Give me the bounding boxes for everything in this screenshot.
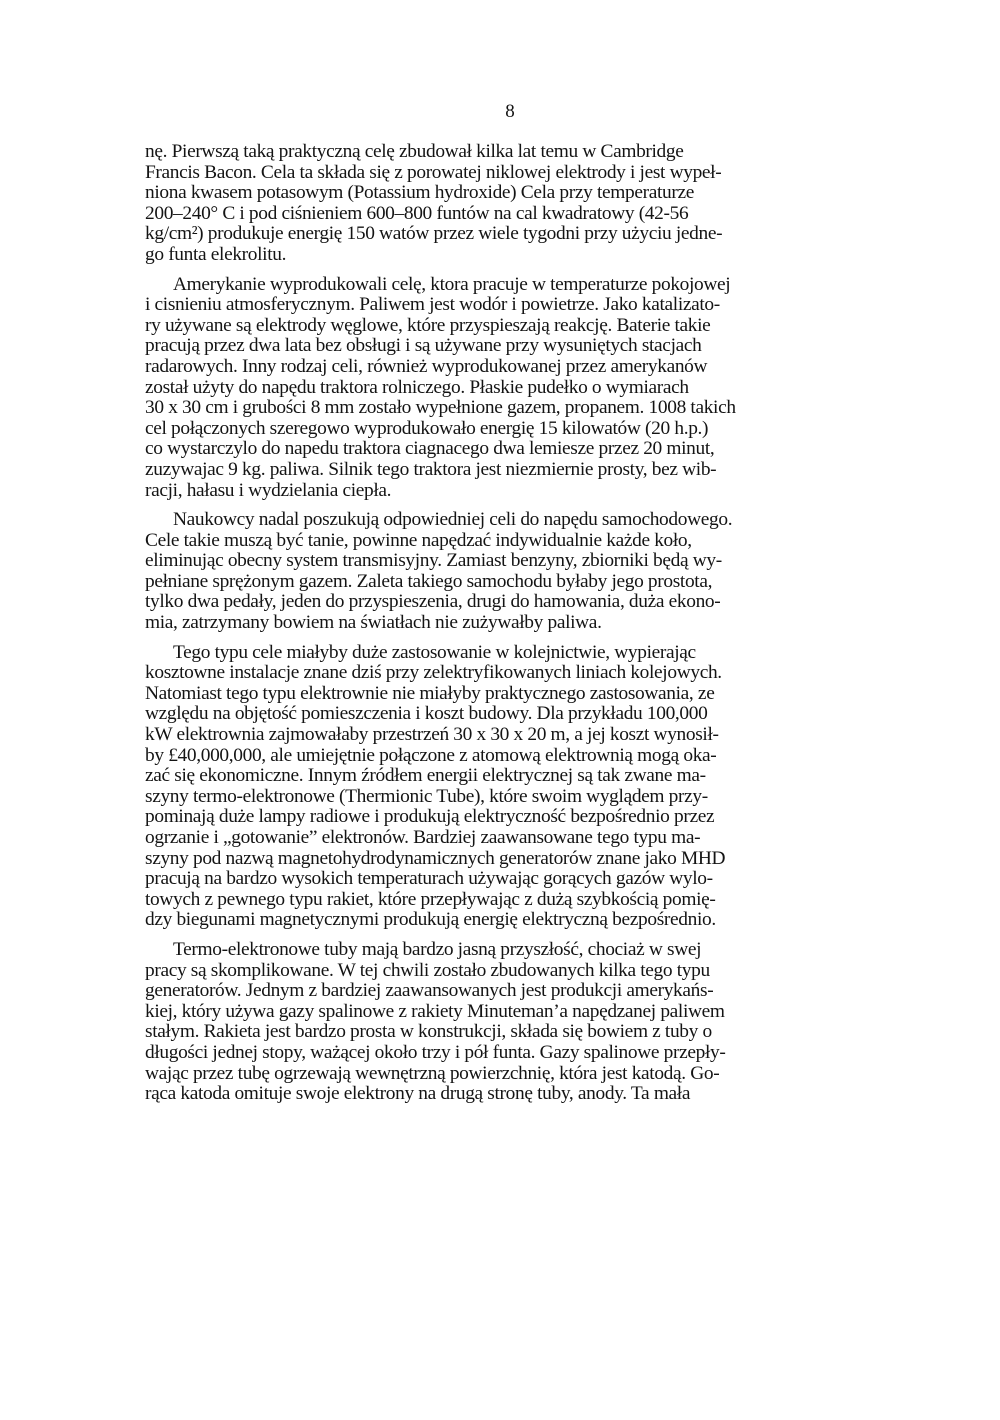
text-line: pominają duże lampy radiowe i produkują elektryczność bezpośrednio przez [145,806,715,828]
text-line: Francis Bacon. Cela ta składa się z porowatej niklowej elektrody i jest wypeł- [145,161,722,183]
text-line: szyny pod nazwą magnetohydrodynamicznych generatorów znane jako MHD [145,847,726,869]
text-line: dzy biegunami magnetycznymi produkują energię elektryczną bezpośrednio. [145,909,716,931]
text-line: eliminując obecny system transmisyjny. Zamiast benzyny, zbiorniki będą wy- [145,550,722,572]
paragraph-2 [145,275,872,502]
text-line: Amerykanie wyprodukowali celę, ktora pracuje w temperaturze pokojowej [173,273,731,295]
text-line: pełniane sprężonym gazem. Zaleta takiego samochodu byłaby jego prostota, [145,570,713,592]
page-number: 8 [505,101,515,122]
text-line: i cisnieniu atmosferycznym. Paliwem jest wodór i powietrze. Jako katalizato- [145,294,720,316]
text-line: rąca katoda omituje swoje elektrony na drugą stronę tuby, anody. Ta mała [145,1083,691,1105]
text-line: pracują przez dwa lata bez obsługi i są używane przy wysuniętych stacjach [145,335,702,357]
text-line: kiej, który używa gazy spalinowe z rakiety Minuteman’a napędzanej paliwem [145,1000,725,1022]
text-line: został użyty do napędu traktora rolniczego. Płaskie pudełko o wymiarach [145,376,689,398]
text-line: Natomiast tego typu elektrownie nie miałyby praktycznego zastosowania, ze [145,682,715,704]
text-line: pracy są skomplikowane. W tej chwili zostało zbudowanych kilka tego typu [145,959,710,981]
text-line: radarowych. Inny rodzaj celi, również wyprodukowanej przez amerykanów [145,355,708,377]
text-line: Cele takie muszą być tanie, powinne napędzać indywidualnie każde koło, [145,529,692,551]
text-line: 30 x 30 cm i grubości 8 mm zostało wypełnione gazem, propanem. 1008 takich [145,397,736,419]
text-line: pracują na bardzo wysokich temperaturach używając gorących gazów wylo- [145,868,713,890]
text-line: go funta elekrolitu. [145,243,287,265]
text-line: co wystarczylo do napedu traktora ciagnacego dwa lemiesze przez 20 minut, [145,438,715,460]
paragraph-3 [145,510,872,634]
text-line: by £40,000,000, ale umiejętnie połączone z atomową elektrownią mogą oka- [145,744,717,766]
paragraph-4 [145,643,872,931]
text-line: mia, zatrzymany bowiem na światłach nie zużywałby paliwa. [145,612,602,634]
text-line: Tego typu cele miałyby duże zastosowanie w kolejnictwie, wypierając [173,641,696,663]
text-line: kW elektrownia zajmowałaby przestrzeń 30 x 30 x 20 m, a jej koszt wynosił- [145,724,719,746]
paragraph-1 [145,142,872,266]
text-line: racji, hałasu i wydzielania ciepła. [145,479,392,501]
text-line: Termo-elektronowe tuby mają bardzo jasną przyszłość, chociaż w swej [173,938,702,960]
text-line: ogrzanie i „gotowanie” elektronów. Bardziej zaawansowane tego typu ma- [145,827,701,848]
text-line: kosztowne instalacje znane dziś przy zelektryfikowanych liniach kolejowych. [145,662,722,684]
text-line: 200–240° C i pod ciśnieniem 600–800 funtów na cal kwadratowy (42-56 [145,202,689,224]
body-text [145,142,872,1105]
text-line: Naukowcy nadal poszukują odpowiedniej celi do napędu samochodowego. [173,509,733,531]
text-line: szyny termo-elektronowe (Thermionic Tube), które swoim wyglądem przy- [145,785,708,807]
text-line: wając przez tubę ogrzewają wewnętrzną powierzchnię, która jest katodą. Go- [145,1062,720,1084]
text-line: generatorów. Jednym z bardziej zaawansowanych jest produkcji amerykańs- [145,980,714,1002]
text-line: zuzywajac 9 kg. paliwa. Silnik tego traktora jest niezmiernie prosty, bez wib- [145,458,717,480]
text-line: nę. Pierwszą taką praktyczną celę zbudował kilka lat temu w Cambridge [145,141,684,162]
text-line: długości jednej stopy, ważącej około trzy i pół funta. Gazy spalinowe przepły- [145,1041,726,1063]
text-line: zać się ekonomiczne. Innym źródłem energii elektrycznej są tak zwane ma- [145,765,706,787]
text-line: tylko dwa pedały, jeden do przyspieszenia, drugi do hamowania, duża ekono- [145,591,721,613]
text-line: ry używane są elektrody węglowe, które przyspieszają reakcję. Baterie takie [145,314,711,336]
text-line: kg/cm²) produkuje energię 150 watów przez wiele tygodni przy użyciu jedne- [145,223,723,245]
text-line: względu na objętość pomieszczenia i koszt budowy. Dla przykładu 100,000 [145,703,708,725]
text-line: cel połączonych szeregowo wyprodukowało energię 15 kilowatów (20 h.p.) [145,417,709,439]
paragraph-5 [145,940,872,1105]
text-line: stałym. Rakieta jest bardzo prosta w konstrukcji, składa się bowiem z tuby o [145,1021,712,1043]
text-line: towych z pewnego typu rakiet, które przepływając z dużą szybkością pomię- [145,888,716,910]
text-line: niona kwasem potasowym (Potassium hydroxide) Cela przy temperaturze [145,182,694,204]
